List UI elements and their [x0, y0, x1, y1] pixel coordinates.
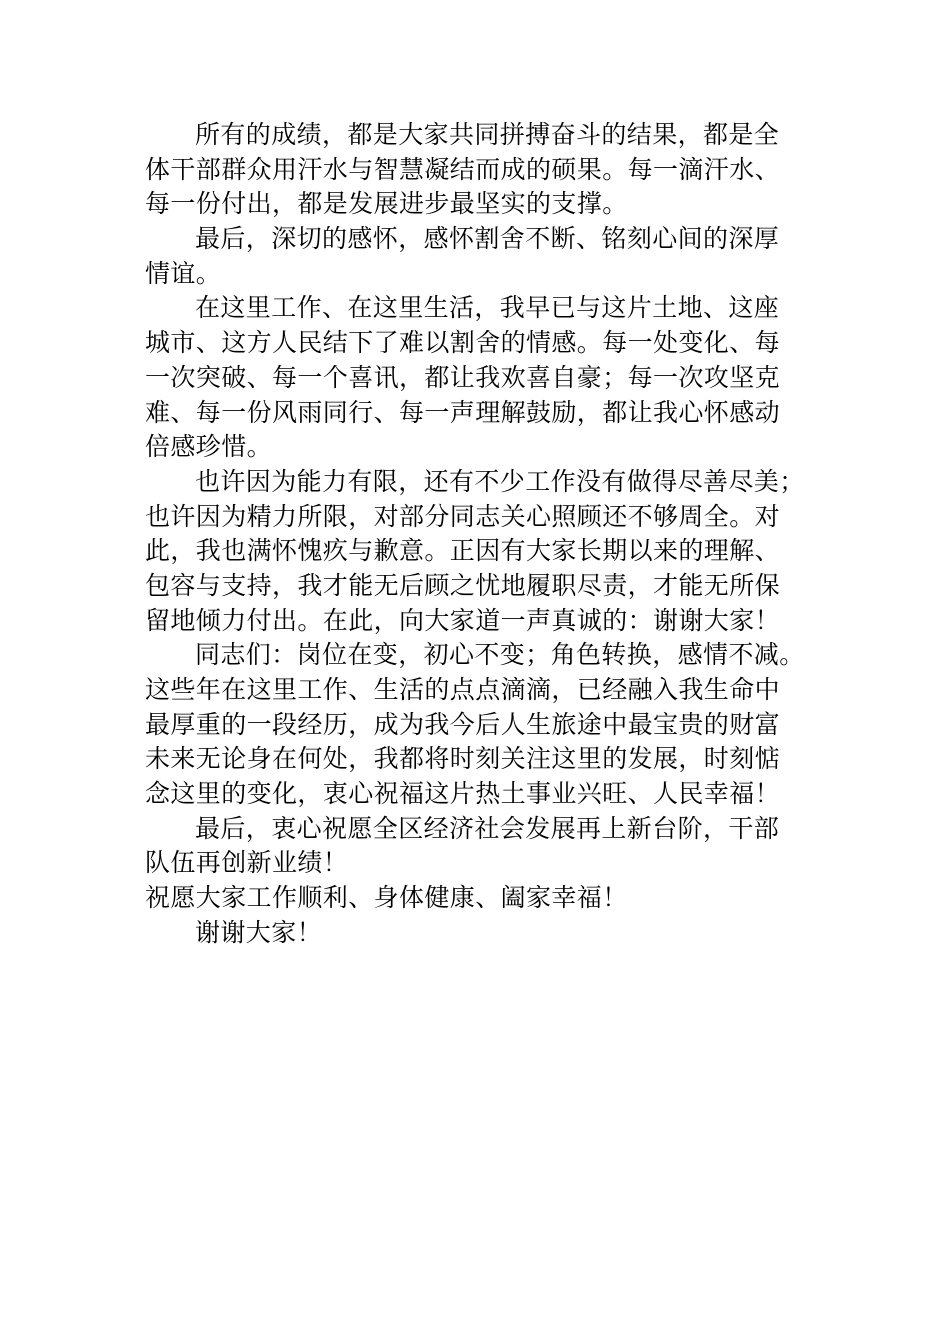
paragraph-line: 祝愿大家工作顺利、身体健康、阖家幸福！: [145, 883, 628, 913]
paragraph-line: 情谊。: [145, 258, 222, 288]
paragraph-line: 体干部群众用汗水与智慧凝结而成的硕果。每一滴汗水、: [145, 154, 781, 184]
paragraph-line: 最后，深切的感怀，感怀割舍不断、铭刻心间的深厚: [195, 224, 780, 254]
paragraph-line: 所有的成绩，都是大家共同拼搏奋斗的结果，都是全: [195, 120, 780, 149]
document-body: [145, 118, 835, 951]
paragraph-line: 城市、这方人民结下了难以割舍的情感。每一处变化、每: [145, 328, 781, 358]
paragraph-line: 念这里的变化，衷心祝福这片热土事业兴旺、人民幸福！: [145, 779, 781, 809]
paragraph-line: 队伍再创新业绩！: [145, 848, 349, 878]
paragraph-line: 一次突破、每一个喜讯，都让我欢喜自豪；每一次攻坚克: [145, 362, 781, 392]
paragraph-line: 此，我也满怀愧疚与歉意。正因有大家长期以来的理解、: [145, 536, 781, 566]
paragraph-line: 最厚重的一段经历，成为我今后人生旅途中最宝贵的财富: [145, 709, 781, 739]
paragraph-line: 每一份付出，都是发展进步最坚实的支撑。: [145, 189, 628, 219]
paragraph-line: 包容与支持，我才能无后顾之忧地履职尽责，才能无所保: [145, 570, 781, 600]
paragraph-line: 难、每一份风雨同行、每一声理解鼓励，都让我心怀感动: [145, 397, 781, 427]
paragraph-line: 这些年在这里工作、生活的点点滴滴，已经融入我生命中: [145, 675, 781, 704]
paragraph-line: 同志们：岗位在变，初心不变；角色转换，感情不减。: [195, 640, 805, 670]
paragraph-line: 在这里工作、在这里生活，我早已与这片土地、这座: [195, 293, 780, 323]
closing-line: 谢谢大家！: [195, 917, 323, 947]
paragraph-line: 未来无论身在何处，我都将时刻关注这里的发展，时刻惦: [145, 744, 781, 774]
paragraph-line: 留地倾力付出。在此，向大家道一声真诚的：谢谢大家！: [145, 605, 781, 635]
paragraph-line: 最后，衷心祝愿全区经济社会发展再上新台阶，干部: [195, 813, 780, 843]
paragraph-line: 也许因为能力有限，还有不少工作没有做得尽善尽美；: [195, 466, 805, 496]
paragraph-line: 倍感珍惜。: [145, 432, 273, 462]
paragraph-line: 也许因为精力所限，对部分同志关心照顾还不够周全。对: [145, 501, 781, 531]
